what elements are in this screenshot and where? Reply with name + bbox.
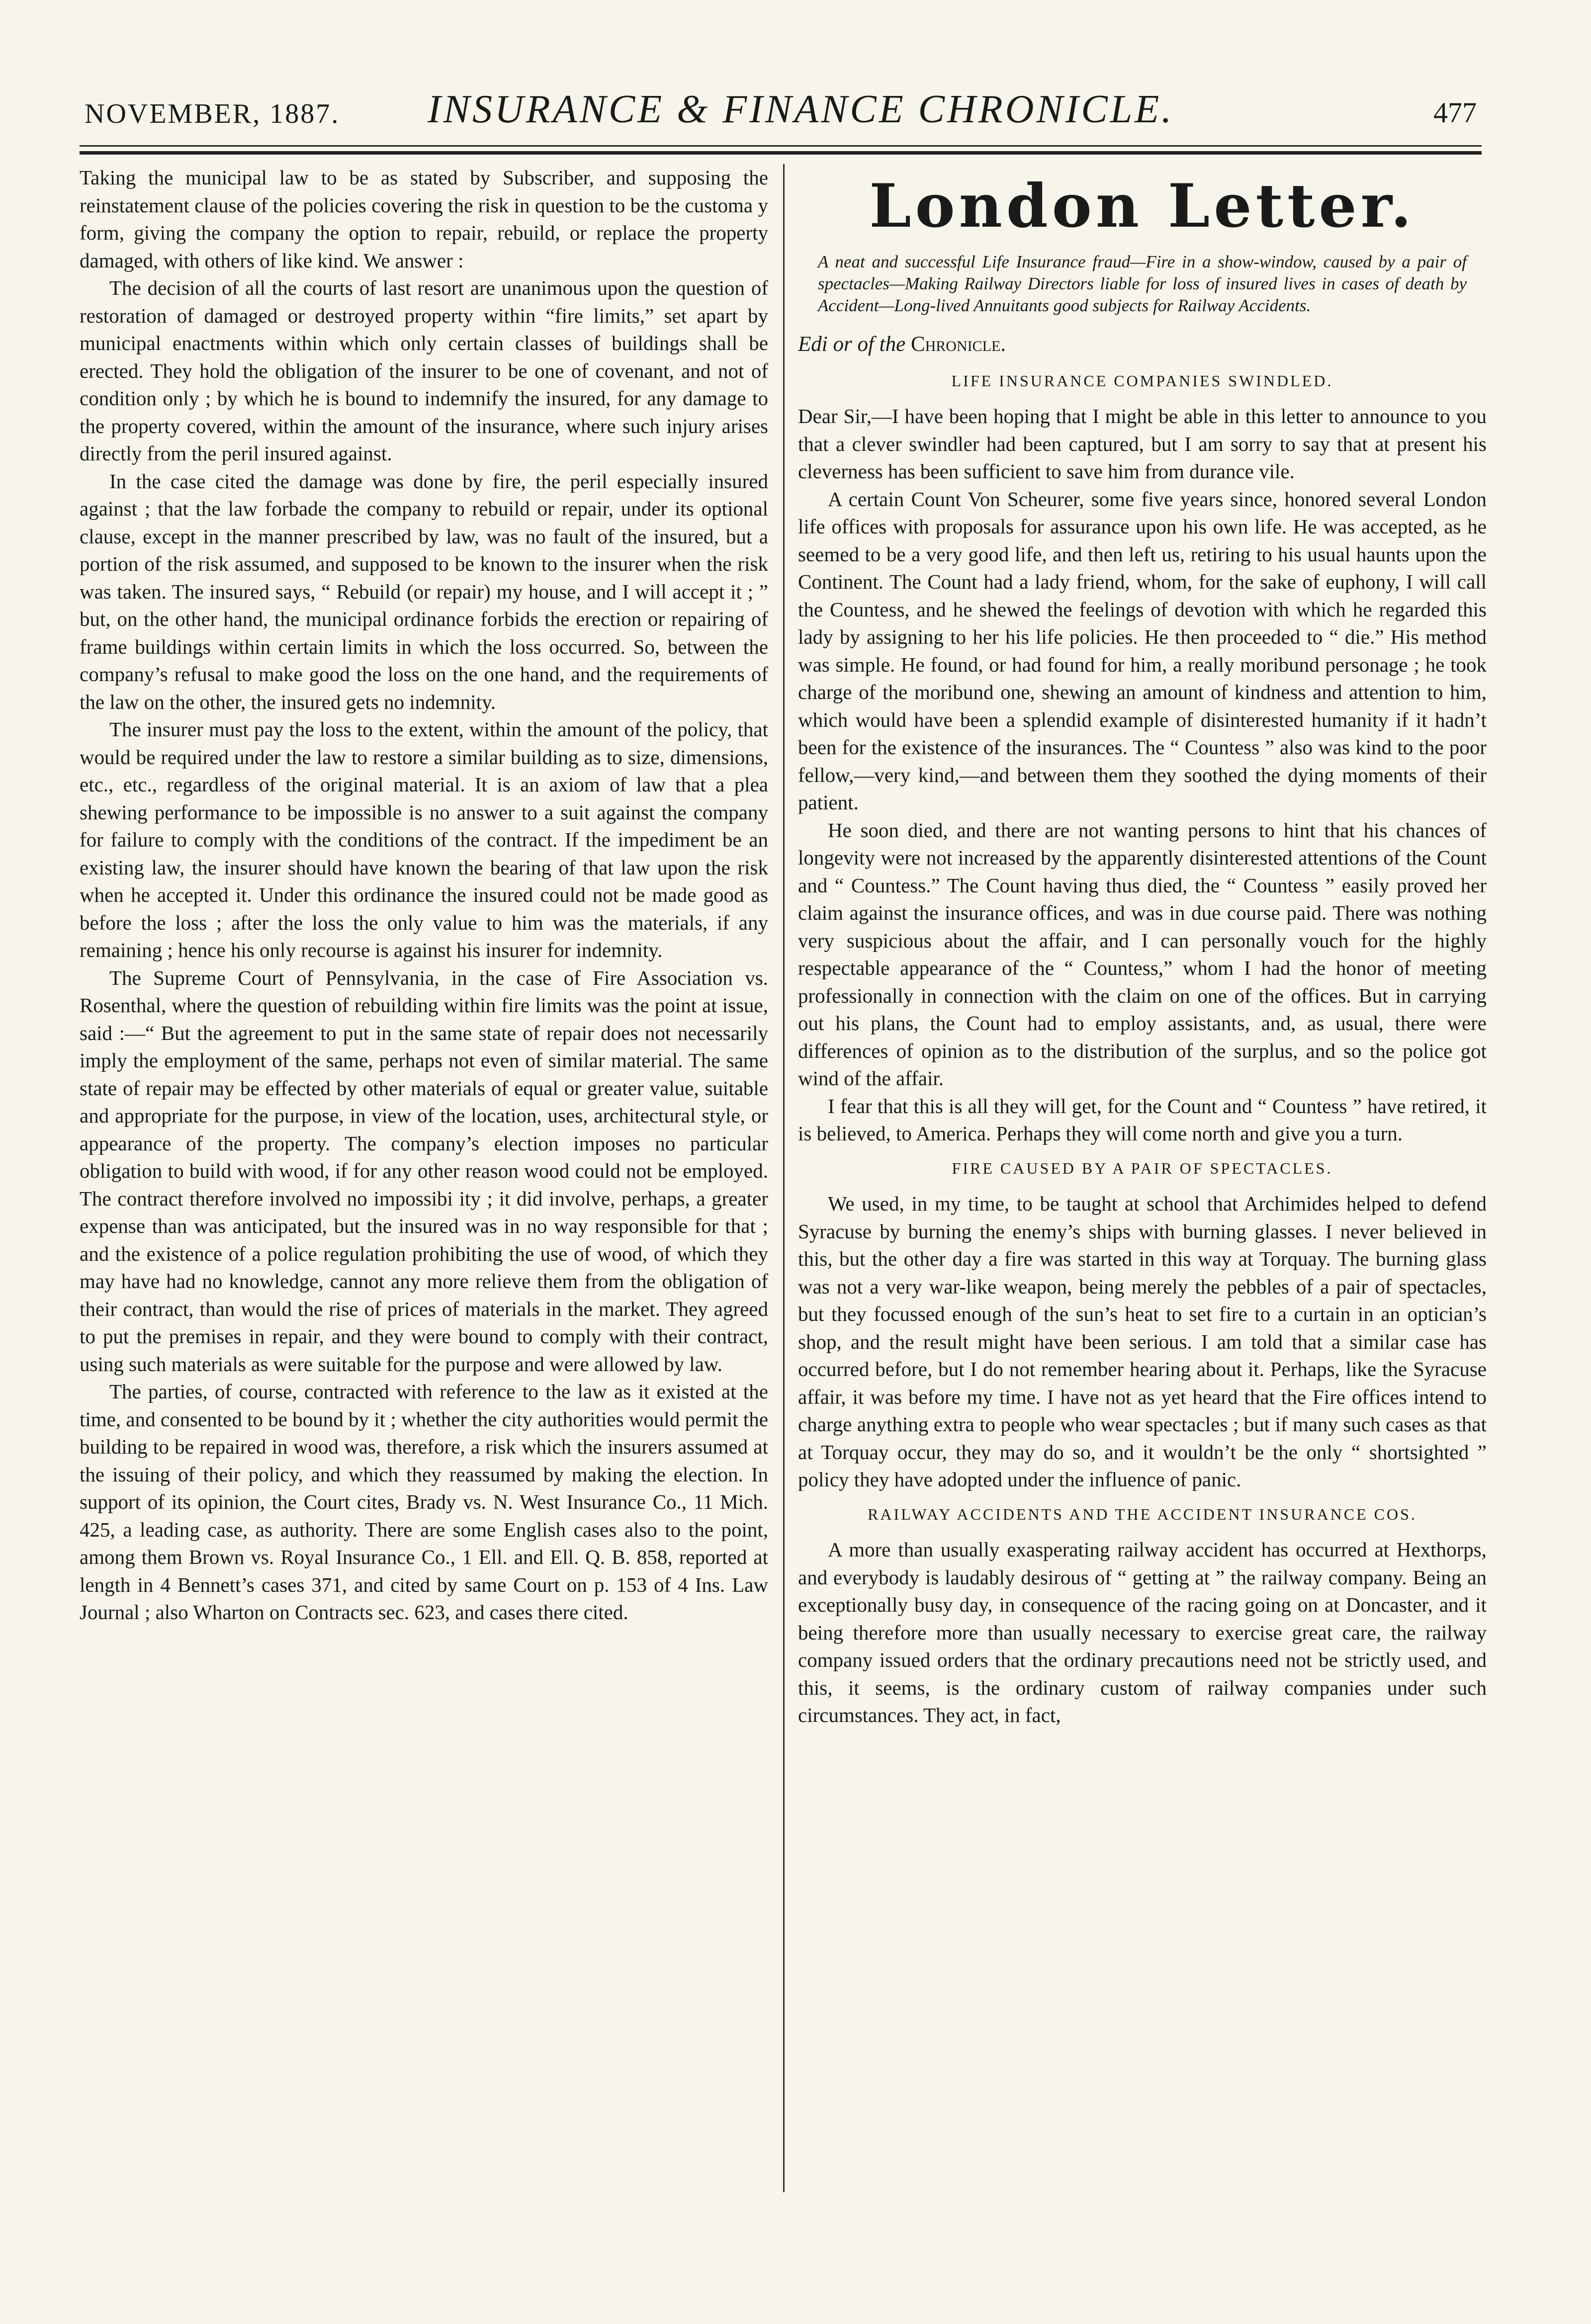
right-column: [798, 167, 1487, 1729]
left-paragraph: In the case cited the damage was done by fire, the peril especially insured against ; that the law forbade the company to rebuild or repair, under its optional clause, except in the manner prescribed by law, was no fault of the insured, but a portion of the risk assumed, and supposed to be known to the insurer when the risk was taken. The insured says, “ Rebuild (or repair) my house, and I will accept it ; ” but, on the other hand, the municipal ordinance forbids the erection or repairing of frame buildings within certain limits in which the loss occurred. So, between the company’s refusal to make good the loss on the one hand, and the requirements of the law on the other, the insured gets no indemnity.: [80, 469, 768, 713]
left-paragraph: The parties, of course, contracted with reference to the law as it existed at the time, and consented to be bound by it ; whether the city authorities would permit the building to be repaired in wood was, therefore, a risk which the insurers assumed at the issuing of their policy, and which they reassumed by making the election. In support of its opinion, the Court cites, Brady vs. N. West Insurance Co., 11 Mich. 425, a leading case, as authority. There are some English cases also to the point, among them Brown vs. Royal Insurance Co., 1 Ell. and Ell. Q. B. 858, reported at length in 4 Bennett’s cases 371, and cited by same Court on p. 153 of 4 Ins. Law Journal ; also Wharton on Contracts sec. 623, and cases there cited.: [80, 1380, 768, 1624]
left-column: [80, 164, 768, 1627]
column-divider: [783, 164, 785, 2192]
page-number: 477: [1433, 96, 1477, 129]
editor-salutation: [798, 331, 1487, 358]
left-paragraph: The decision of all the courts of last resort are unanimous upon the question of restoration of damaged or destroyed property within “fire limits,” set apart by municipal enactments within which only certain classes of buildings shall be erected. They hold the obligation of the insurer to be one of covenant, and not of condition only ; by which he is bound to indemnify the insured, for any damage to the property covered, within the amount of the insurance, where such injury arises directly from the peril insured against.: [80, 276, 768, 465]
left-paragraph: The insurer must pay the loss to the extent, within the amount of the policy, that would be required under the law to restore a similar building as to size, dimensions, etc., etc., regardless of the original material. It is an axiom of law that a plea shewing performance to be impossible is no answer to a suit against the company for failure to comply with the conditions of the contract. If the impediment be an existing law, the insurer should have known the bearing of that law upon the risk when he accepted it. Under this ordinance the insured could not be made good as before the loss ; after the loss the only value to him was the materials, if any remaining ; hence his only recourse is against his insurer for indemnity.: [80, 718, 768, 961]
issue-date: NOVEMBER, 1887.: [85, 98, 340, 129]
right-paragraph: A more than usually exasperating railway accident has occurred at Hexthorps, and everybody is laudably desirous of “ getting at ” the railway company. Being an exceptionally busy day, in consequence of the racing going on at Doncaster, and it being therefore more than usually necessary to exercise great care, the railway company issued orders that the ordinary precautions need not be strictly used, and this, it seems, is the ordinary custom of railway companies under such circumstances. They act, in fact,: [798, 1538, 1487, 1726]
header-rule-thin: [80, 145, 1482, 147]
right-paragraph: He soon died, and there are not wanting persons to hint that his chances of longevity were not increased by the apparently disinterested attentions of the Count and “ Countess.” The Count having thus died, the “ Countess ” easily proved her claim against the insurance offices, and was in due course paid. There was nothing very suspicious about the affair, and I can personally vouch for the highly respectable appearance of the “ Countess,” whom I had the honor of meeting professionally in connection with the claim on one of the offices. But in carrying out his plans, the Count had to employ assistants, and, as usual, there were differences of opinion as to the distribution of the surplus, and so the police got wind of the affair.: [798, 818, 1487, 1090]
editor-publication: Chronicle.: [910, 333, 1006, 356]
right-paragraph: We used, in my time, to be taught at school that Archimides helped to defend Syracuse by burning the enemy’s ships with burning glasses. I never believed in this, but the other day a fire was started in this way at Torquay. The burning glass was not a very war-like weapon, being merely the pebbles of a pair of spectacles, but they focussed enough of the sun’s heat to set fire to a curtain in an optician’s shop, and the result might have been serious. I am told that a similar case has occurred before, but I do not remember hearing about it. Perhaps, like the Syracuse affair, it was before my time. I have not as yet heard that the Fire offices intend to charge anything extra to people who wear spectacles ; but if many such cases as that at Torquay occur, they may do so, and it wouldn’t be the only “ shortsighted ” policy they have adopted under the influence of panic.: [798, 1192, 1487, 1491]
editor-prefix: Edi or of the: [798, 333, 911, 356]
section-heading: FIRE CAUSED BY A PAIR OF SPECTACLES.: [952, 1159, 1333, 1177]
right-paragraph: Dear Sir,—I have been hoping that I might be able in this letter to announce to you that a clever swindler had been captured, but I am sorry to say that at present his cleverness has been sufficient to save him from durance vile.: [798, 405, 1487, 483]
right-paragraph: I fear that this is all they will get, for the Count and “ Countess ” have retired, it is believed, to America. Perhaps they will come north and give you a turn.: [798, 1094, 1487, 1145]
section-heading: LIFE INSURANCE COMPANIES SWINDLED.: [951, 371, 1333, 390]
page-header: [85, 87, 1477, 142]
london-letter-masthead: London Letter.: [869, 171, 1415, 241]
article-summary: A neat and successful Life Insurance fraud—Fire in a show-window, caused by a pair of spectacles—Making Railway Directors liable for loss of insured lives in cases of death by Accident—Long-lived Annuitants good subjects for Railway Accidents.: [818, 252, 1467, 315]
left-paragraph: The Supreme Court of Pennsylvania, in the case of Fire Association vs. Rosenthal, where the question of rebuilding within fire limits was the point at issue, said :—“ But the agreement to put in the same state of repair does not necessarily imply the employment of the same, perhaps not even of similar material. The same state of repair may be effected by other materials of equal or greater value, suitable and appropriate for the purpose, in view of the location, uses, architectural style, or appearance of the property. The company’s election imposes no particular obligation to build with wood, if for any other reason wood could not be employed. The contract therefore involved no impossibi ity ; it did involve, perhaps, a greater expense than was anticipated, but the insured was in no way responsible for that ; and the existence of a police regulation prohibiting the use of wood, of which they may have had no knowledge, cannot any more relieve them from the obligation of their contract, than would the rise of prices of materials in the market. They agreed to put the premises in repair, and they were bound to comply with their contract, using such materials as were suitable for the purpose and were allowed by law.: [80, 966, 768, 1376]
section-heading: RAILWAY ACCIDENTS AND THE ACCIDENT INSURANCE COS.: [868, 1505, 1417, 1523]
publication-title: INSURANCE & FINANCE CHRONICLE.: [428, 87, 1174, 131]
right-paragraph: A certain Count Von Scheurer, some five years since, honored several London life offices with proposals for assurance upon his own life. He was accepted, as he seemed to be a very good life, and then left us, retiring to his usual haunts upon the Continent. The Count had a lady friend, whom, for the sake of euphony, I will call the Countess, and he shewed the feelings of devotion with which he regarded this lady by assigning to her his life policies. He then proceeded to “ die.” His method was simple. He found, or had found for him, a really moribund personage ; he took charge of the moribund one, shewing an amount of kindness and attention to him, which would have been a splendid example of disinterested humanity if it hadn’t been for the existence of the insurances. The “ Countess ” also was kind to the poor fellow,—very kind,—and between them they soothed the dying moments of their patient.: [798, 487, 1487, 814]
left-paragraph: Taking the municipal law to be as stated by Subscriber, and supposing the reinstatement clause of the policies covering the risk in question to be the customa y form, giving the company the option to repair, rebuild, or replace the property damaged, with others of like kind. We answer :: [80, 166, 768, 272]
header-rule-thick: [80, 151, 1482, 155]
